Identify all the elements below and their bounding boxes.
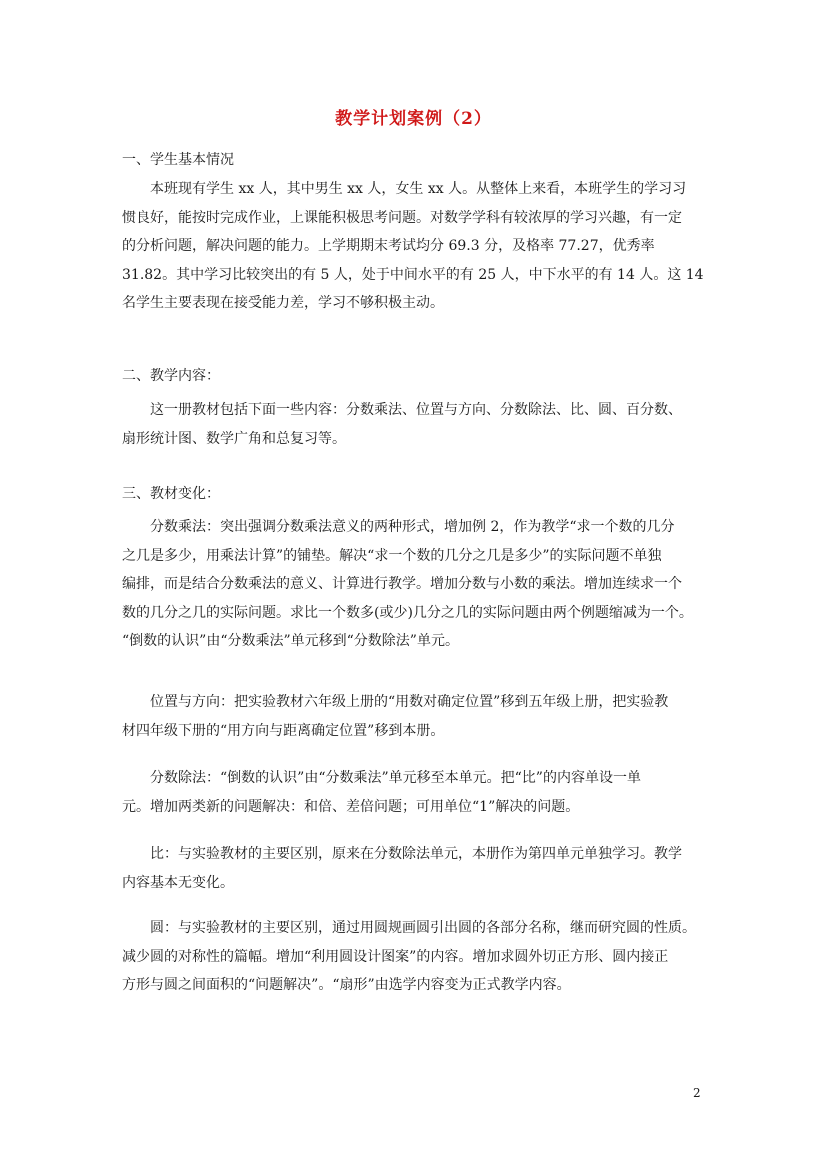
text-line: 31.82。其中学习比较突出的有 5 人，处于中间水平的有 25 人，中下水平的有 14 人。这 14: [122, 266, 704, 283]
page-number: 2: [693, 1086, 701, 1100]
text-line: 本班现有学生 xx 人，其中男生 xx 人，女生 xx 人。从整体上来看，本班学生的学习习: [150, 181, 687, 197]
paragraph-student-situation: [122, 175, 722, 318]
text-line: 分数除法：“倒数的认识”由“分数乘法”单元移至本单元。把“比”的内容单设一单: [150, 770, 641, 786]
text-line: 材四年级下册的“用方向与距离确定位置”移到本册。: [122, 722, 445, 739]
text-line: 扇形统计图、数学广角和总复习等。: [122, 430, 346, 447]
text-line: “倒数的认识”由“分数乘法”单元移到“分数除法”单元。: [122, 633, 459, 649]
section-heading-textbook-changes: 三、教材变化：: [122, 486, 220, 502]
text-line: 减少圆的对称性的篇幅。增加“利用圆设计图案”的内容。增加求圆外切正方形、圆内接正: [122, 948, 669, 965]
text-line: 的分析问题，解决问题的能力。上学期期末考试均分 69.3 分，及格率 77.27，优秀率: [122, 238, 655, 254]
text-line: 之几是多少，用乘法计算”的铺垫。解决“求一个数的几分之几是多少”的实际问题不单独: [122, 547, 662, 564]
text-line: 惯良好，能按时完成作业，上课能积极思考问题。对数学学科有较浓厚的学习兴趣，有一定: [122, 209, 682, 226]
section-heading-student-situation: 一、学生基本情况: [122, 152, 234, 168]
paragraph-ratio: [122, 840, 722, 897]
paragraph-position-direction: [122, 688, 722, 745]
text-line: 方形与圆之间面积的“问题解决”。“扇形”由选学内容变为正式教学内容。: [122, 977, 571, 993]
text-line: 名学生主要表现在接受能力差，学习不够积极主动。: [122, 295, 444, 311]
text-line: 内容基本无变化。: [122, 874, 234, 891]
text-line: 元。增加两类新的问题解决：和倍、差倍问题；可用单位“1”解决的问题。: [122, 798, 580, 815]
text-line: 编排，而是结合分数乘法的意义、计算进行教学。增加分数与小数的乘法。增加连续求一个: [122, 576, 682, 592]
section-heading-teaching-content: 二、教学内容：: [122, 368, 220, 384]
paragraph-fraction-multiplication: [122, 513, 722, 656]
text-line: 分数乘法：突出强调分数乘法意义的两种形式，增加例 2，作为教学“求一个数的几分: [150, 519, 675, 535]
paragraph-circle: [122, 914, 722, 1000]
text-line: 圆：与实验教材的主要区别，通过用圆规画圆引出圆的各部分名称，继而研究圆的性质。: [150, 920, 696, 936]
text-line: 这一册教材包括下面一些内容：分数乘法、位置与方向、分数除法、比、圆、百分数、: [150, 402, 682, 418]
document-title: 教学计划案例（2）: [335, 109, 492, 129]
paragraph-fraction-division: [122, 764, 722, 821]
text-line: 数的几分之几的实际问题。求比一个数多(或少)几分之几的实际问题由两个例题缩减为一个。: [122, 604, 693, 621]
text-line: 位置与方向：把实验教材六年级上册的“用数对确定位置”移到五年级上册，把实验教: [150, 694, 669, 710]
paragraph-teaching-content: [122, 396, 722, 453]
text-line: 比：与实验教材的主要区别，原来在分数除法单元，本册作为第四单元单独学习。教学: [150, 846, 682, 862]
